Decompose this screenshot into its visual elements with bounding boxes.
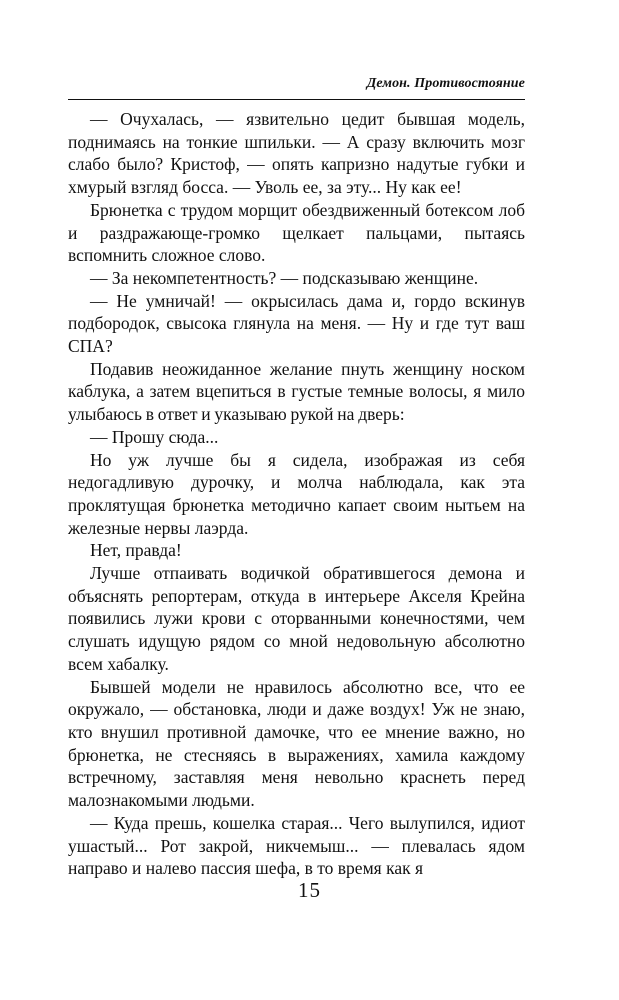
paragraph: Брюнетка с трудом морщит обездвиженный ботексом лоб и раздражающе-громко щелкает пальцами, пытаясь вспомнить сложное слово. bbox=[68, 199, 525, 266]
paragraph: Лучше отпаивать водичкой обратившегося демона и объяснять репортерам, откуда в интерьере Акселя Крейна появились лужи крови с оторванными конечностями, чем слушать идущую рядом со мной недовольную абсолютно всем хабалку. bbox=[68, 563, 525, 674]
paragraph: — Не умничай! — окрысилась дама и, гордо вскинув подбородок, свысока глянула на меня. — Ну и где тут ваш СПА? bbox=[68, 290, 525, 357]
paragraph: Подавив неожиданное желание пнуть женщину носком каблука, а затем вцепиться в густые темные волосы, я мило улыбаюсь в ответ и указываю рукой на дверь: bbox=[68, 358, 525, 425]
paragraph: Нет, правда! bbox=[90, 540, 182, 561]
paragraph: Бывшей модели не нравилось абсолютно все, что ее окружало, — обстановка, люди и даже воздух! Уж не знаю, кто внушил противной дамочке, что ее мнение важно, но брюнетка, не стесняясь в выражениях, хамила каждому встречному, заставляя меня невольно краснеть перед малознакомыми людьми. bbox=[68, 676, 525, 811]
page-number: 15 bbox=[298, 878, 321, 902]
paragraph: Но уж лучше бы я сидела, изображая из себя недогадливую дурочку, и молча наблюдала, как эта проклятущая брюнетка методично капает своим нытьем на железные нервы лаэрда. bbox=[68, 449, 525, 538]
paragraph: — Очухалась, — язвительно цедит бывшая модель, поднимаясь на тонкие шпильки. — А сразу включить мозг слабо было? Кристоф, — опять капризно надутые губки и хмурый взгляд босса. — Уволь ее, за эту... Ну как ее! bbox=[68, 109, 525, 198]
paragraph: — Прошу сюда... bbox=[90, 426, 219, 447]
header-rule bbox=[68, 99, 525, 100]
paragraph: — За некомпетентность? — подсказываю женщине. bbox=[90, 267, 479, 288]
paragraph: — Куда прешь, кошелка старая... Чего вылупился, идиот ушастый... Рот закрой, никчемыш... — плевалась ядом направо и налево пассия шефа, в то время как я bbox=[68, 812, 525, 879]
body-text bbox=[68, 108, 525, 880]
running-header-title: Демон. Противостояние bbox=[366, 76, 525, 91]
